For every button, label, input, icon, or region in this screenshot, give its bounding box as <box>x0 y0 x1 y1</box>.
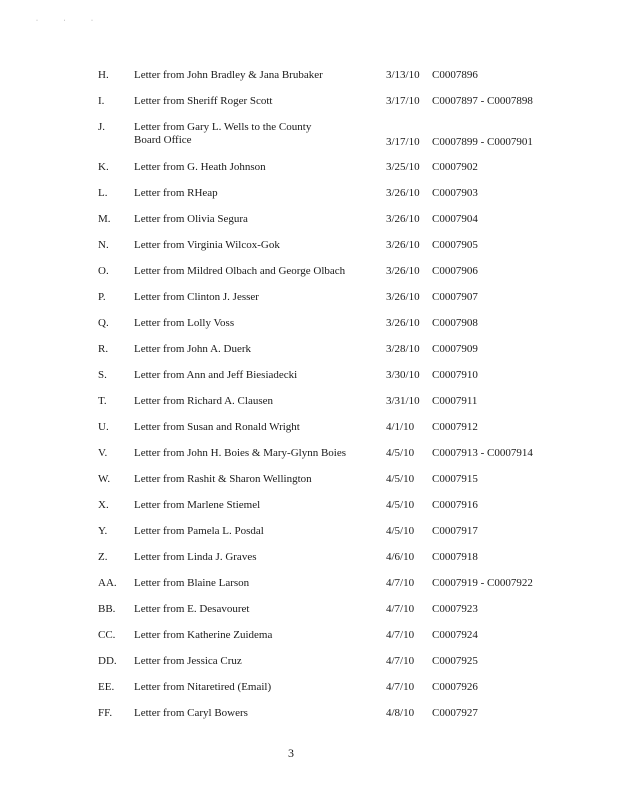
entry-date: 3/26/10 <box>386 291 420 303</box>
entry-letter: AA. <box>98 577 117 589</box>
entry-date: 4/7/10 <box>386 603 415 615</box>
entry-date: 4/6/10 <box>386 551 415 563</box>
entry-letter: CC. <box>98 629 116 641</box>
page-number: 3 <box>288 746 294 760</box>
entry-letter: X. <box>98 499 109 511</box>
entry-date: 3/31/10 <box>386 395 420 407</box>
entry-date: 3/26/10 <box>386 213 420 225</box>
entry-date: 3/25/10 <box>386 161 420 173</box>
entry-date: 3/28/10 <box>386 343 420 355</box>
entry-bates-codes: C0007913 - C0007914 <box>432 447 533 459</box>
entry-letter: EE. <box>98 681 115 693</box>
entry-date: 3/13/10 <box>386 69 420 81</box>
entry-bates-codes: C0007912 <box>432 421 478 433</box>
entry-bates-codes: C0007906 <box>432 265 478 277</box>
entry-letter: U. <box>98 421 109 433</box>
entry-letter: Q. <box>98 317 109 329</box>
entry-bates-codes: C0007926 <box>432 681 478 693</box>
entry-date: 3/26/10 <box>386 317 420 329</box>
entry-date: 3/17/10 <box>386 95 420 107</box>
entry-bates-codes: C0007911 <box>432 395 478 407</box>
entry-description: Letter from Gary L. Wells to the County <box>134 121 312 133</box>
entry-date: 4/7/10 <box>386 681 415 693</box>
entry-description: Letter from John Bradley & Jana Brubaker <box>134 69 323 81</box>
entry-letter: L. <box>98 187 108 199</box>
entry-date: 4/5/10 <box>386 447 415 459</box>
entry-letter: FF. <box>98 707 113 719</box>
entry-letter: P. <box>98 291 106 303</box>
entry-description: Letter from Jessica Cruz <box>134 655 242 667</box>
entry-bates-codes: C0007903 <box>432 187 478 199</box>
entry-letter: H. <box>98 69 109 81</box>
entry-letter: M. <box>98 213 111 225</box>
entry-letter: Z. <box>98 551 108 563</box>
entry-date: 4/7/10 <box>386 629 415 641</box>
entry-description: Letter from Caryl Bowers <box>134 707 248 719</box>
entry-bates-codes: C0007915 <box>432 473 478 485</box>
entry-letter: O. <box>98 265 109 277</box>
entry-description: Letter from Olivia Segura <box>134 213 248 225</box>
entry-description: Letter from Virginia Wilcox-Gok <box>134 239 280 251</box>
entry-date: 3/30/10 <box>386 369 420 381</box>
entry-letter: S. <box>98 369 107 381</box>
entry-description: Letter from Katherine Zuidema <box>134 629 273 641</box>
entry-description: Letter from Lolly Voss <box>134 317 235 329</box>
entry-bates-codes: C0007927 <box>432 707 478 719</box>
entry-description: Letter from Mildred Olbach and George Olbach <box>134 265 346 277</box>
entry-letter: J. <box>98 121 106 133</box>
entry-letter: T. <box>98 395 107 407</box>
entry-date: 4/5/10 <box>386 473 415 485</box>
entry-date: 4/5/10 <box>386 499 415 511</box>
entry-letter: V. <box>98 447 108 459</box>
entry-bates-codes: C0007897 - C0007898 <box>432 95 533 107</box>
entry-date: 4/1/10 <box>386 421 415 433</box>
entry-date: 4/7/10 <box>386 655 415 667</box>
entry-description: Letter from Sheriff Roger Scott <box>134 95 273 107</box>
entry-letter: BB. <box>98 603 116 615</box>
entry-date: 3/26/10 <box>386 239 420 251</box>
entry-bates-codes: C0007916 <box>432 499 478 511</box>
entry-bates-codes: C0007907 <box>432 291 478 303</box>
entry-date: 4/5/10 <box>386 525 415 537</box>
entry-date: 3/26/10 <box>386 265 420 277</box>
entry-description: Letter from Clinton J. Jesser <box>134 291 259 303</box>
entry-bates-codes: C0007899 - C0007901 <box>432 136 533 148</box>
entry-bates-codes: C0007918 <box>432 551 478 563</box>
entry-date: 4/8/10 <box>386 707 415 719</box>
entry-description: Letter from Marlene Stiemel <box>134 499 261 511</box>
entry-description-continued: Board Office <box>134 134 192 146</box>
entry-description: Letter from RHeap <box>134 187 218 199</box>
entry-bates-codes: C0007917 <box>432 525 478 537</box>
entry-description: Letter from John H. Boies & Mary-Glynn Boies <box>134 447 347 459</box>
entry-description: Letter from Pamela L. Posdal <box>134 525 264 537</box>
entry-description: Letter from Linda J. Graves <box>134 551 257 563</box>
entry-letter: I. <box>98 95 105 107</box>
entry-bates-codes: C0007923 <box>432 603 478 615</box>
entry-letter: N. <box>98 239 109 251</box>
entry-description: Letter from G. Heath Johnson <box>134 161 266 173</box>
entry-bates-codes: C0007919 - C0007922 <box>432 577 533 589</box>
entry-description: Letter from Blaine Larson <box>134 577 250 589</box>
scan-specks: · · · <box>36 18 105 24</box>
entry-letter: Y. <box>98 525 108 537</box>
entry-description: Letter from Richard A. Clausen <box>134 395 273 407</box>
entry-bates-codes: C0007904 <box>432 213 478 225</box>
list-item <box>0 121 619 149</box>
entry-letter: K. <box>98 161 109 173</box>
entry-letter: DD. <box>98 655 117 667</box>
entry-description: Letter from John A. Duerk <box>134 343 251 355</box>
entry-bates-codes: C0007924 <box>432 629 478 641</box>
entry-description: Letter from Rashit & Sharon Wellington <box>134 473 312 485</box>
entry-description: Letter from Ann and Jeff Biesiadecki <box>134 369 298 381</box>
entry-description: Letter from Nitaretired (Email) <box>134 681 272 693</box>
entry-bates-codes: C0007905 <box>432 239 478 251</box>
entry-date: 3/26/10 <box>386 187 420 199</box>
entry-bates-codes: C0007909 <box>432 343 478 355</box>
entry-letter: W. <box>98 473 111 485</box>
entry-description: Letter from Susan and Ronald Wright <box>134 421 300 433</box>
entry-date: 3/17/10 <box>386 136 420 148</box>
entry-bates-codes: C0007910 <box>432 369 478 381</box>
entry-letter: R. <box>98 343 109 355</box>
entry-description: Letter from E. Desavouret <box>134 603 250 615</box>
entry-bates-codes: C0007896 <box>432 69 478 81</box>
entry-date: 4/7/10 <box>386 577 415 589</box>
entry-bates-codes: C0007908 <box>432 317 478 329</box>
entry-bates-codes: C0007925 <box>432 655 478 667</box>
entry-bates-codes: C0007902 <box>432 161 478 173</box>
